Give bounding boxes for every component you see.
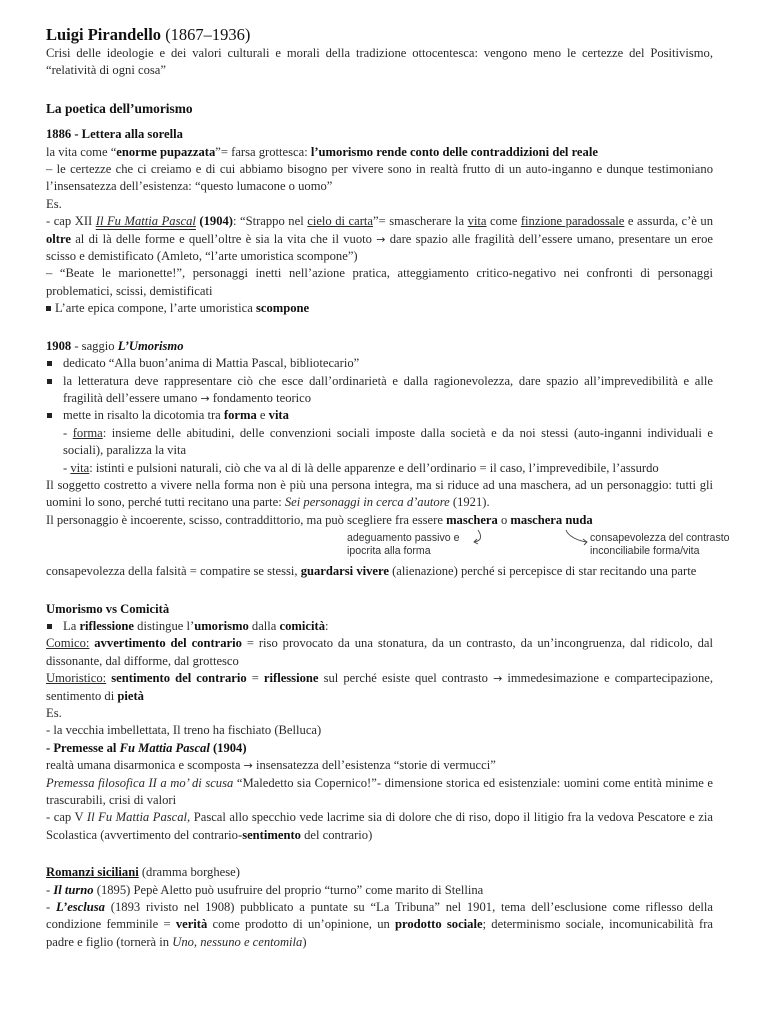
arrow-right-icon: → [243,759,253,773]
paragraph-soggetto: Il soggetto costretto a vivere nella forma non è più una persona integra, ma si riduce ad una maschera, ad un personaggio: tutti gli uomini lo sono, perché tutti recitano una parte: Sei personaggi in cerca d’autore (1921). [46,477,713,510]
paragraph-consapevolezza: consapevolezza della falsità = compatire se stessi, guardarsi vivere (alienazione) perché si percepisce di star recitando una parte [46,564,697,579]
paragraph-copernico: Premessa filosofica II a mo’ di scusa “Maledetto sia Copernico!”- dimensione storica ed esistenziale: uomini come entità minime e trascurabili, crisi di valori [46,775,713,808]
paragraph-vecchia: - la vecchia imbellettata, Il treno ha fischiato (Belluca) [46,723,322,738]
paragraph-arte-epica: L’arte epica compone, l’arte umoristica scompone [46,300,713,317]
section-heading-poetica: La poetica dell’umorismo [46,100,193,116]
subheading-saggio: 1908 - saggio L’Umorismo [46,338,184,353]
list-item: dedicato “Alla buon’anima di Mattia Pascal, bibliotecario” [46,355,713,372]
note-maschera-nuda: consapevolezza del contrasto inconciliabile forma/vita [590,532,730,558]
paragraph-il-turno: - Il turno (1895) Pepè Aletto può usufruire del proprio “turno” come marito di Stellina [46,882,484,897]
paragraph-personaggio: Il personaggio è incoerente, scisso, contraddittorio, ma può scegliere fra essere maschera o maschera nuda [46,512,593,527]
subitem-vita: - vita: istinti e pulsioni naturali, ciò che va al di là delle apparenze e dell’ordinario = il caso, l’imprevedibile, l’assurdo [63,460,659,475]
document-title [46,25,713,45]
subheading-lettera: 1886 - Lettera alla sorella [46,127,183,142]
square-bullet-icon [46,306,51,311]
square-bullet-icon [47,361,52,366]
square-bullet-icon [47,624,52,629]
paragraph-cap-v: - cap V Il Fu Mattia Pascal, Pascal allo specchio vede lacrime sia di dolore che di riso, dopo il litigio fra la vedova Pescatore e zia Scolastica (avvertimento del contrario-sentimento del contrario) [46,810,713,842]
arrow-right-icon: → [200,391,210,405]
paragraph-esclusa: - L’esclusa (1893 rivisto nel 1908) pubblicato a puntate su “La Tribuna” nel 1901, tema dell’esclusione come riflesso della condizione femminile = verità come prodotto di un’opinione, un prodotto sociale; determinismo sociale, incomunicabilità fra padre e figlio (tornerà in Uno, nessuno e centomila) [46,900,714,949]
subheading-premesse: - Premesse al Fu Mattia Pascal (1904) [46,740,247,755]
example-label: Es. [46,706,62,720]
annotation-row [46,529,730,563]
paragraph-pupazzata: la vita come “enorme pupazzata”= farsa grottesca: l’umorismo rende conto delle contraddizioni del reale [46,144,598,159]
paragraph-realta: realtà umana disarmonica e scomposta → insensatezza dell’esistenza “storie di vermucci” [46,758,496,773]
paragraph-umoristico: Umoristico: sentimento del contrario = riflessione sul perché esiste quel contrasto → immedesimazione e compartecipazione, sentimento di pietà [46,671,713,703]
subitem-forma: - forma: insieme delle abitudini, delle convenzioni sociali imposte dalla società e da noi stessi (auto-inganni individuali e sociali), paralizza la vita [63,425,713,458]
arrow-right-icon: → [493,672,503,686]
list-item: mette in risalto la dicotomia tra forma e vita [46,407,713,424]
paragraph-cap-xii: - cap XII Il Fu Mattia Pascal (1904): “Strappo nel cielo di carta”= smascherare la vita come finzione paradossale e assurda, c’è un oltre al di là delle forme e quell’oltre è sia la vita che il vuoto → dare spazio alle fragilità dell’essere umano, presentare un eroe scisso e demistificato (Amleto, “l’arte umoristica scompone”) [46,214,713,264]
square-bullet-icon [47,379,52,384]
example-label: Es. [46,196,62,211]
umorismo-list [46,618,713,635]
list-item: la letteratura deve rappresentare ciò che esce dall’ordinarietà e dalla ragionevolezza, dare spazio all’imprevedibilità e alle fragilità dell’essere umano → fondamento teorico [46,373,713,408]
paragraph-certezze: – le certezze che ci creiamo e di cui abbiamo bisogno per vivere sono in realtà frutto di un auto-inganno e dunque testimoniano l’insensatezza dell’esistenza: “questo lumacone o uomo” [46,162,713,194]
square-bullet-icon [47,413,52,418]
list-item: La riflessione distingue l’umorismo dalla comicità: [46,618,713,635]
arrow-right-icon: → [376,232,386,246]
note-maschera: adeguamento passivo e ipocrita alla forma [347,532,460,558]
author-name: Luigi Pirandello [46,25,162,44]
intro-paragraph: Crisi delle ideologie e dei valori culturali e morali della tradizione ottocentesca: vengono meno le certezze del Positivismo, “relatività di ogni cosa” [46,46,713,78]
author-dates: (1867–1936) [165,25,251,44]
section-heading-umorismo: Umorismo vs Comicità [46,601,170,616]
section-heading-romanzi: Romanzi siciliani (dramma borghese) [46,865,240,880]
saggio-list [46,355,713,425]
paragraph-comico: Comico: avvertimento del contrario = riso provocato da una stonatura, da un contrasto, da un’incongruenza, dal ridicolo, dal dissonante, dal difforme, dal grottesco [46,636,713,668]
paragraph-marionette: – “Beate le marionette!”, personaggi inetti nell’azione pratica, atteggiamento critico-negativo nei confronti di personaggi problematici, scissi, demistificati [46,266,713,298]
